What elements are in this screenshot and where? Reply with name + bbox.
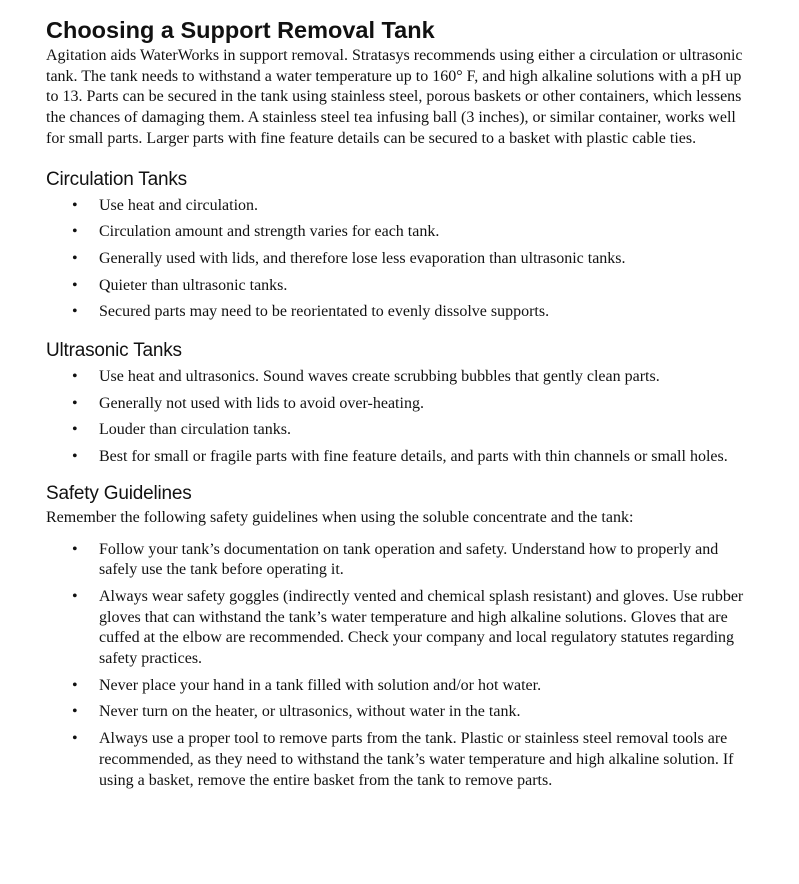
circulation-list xyxy=(46,196,746,324)
bullet-icon: • xyxy=(72,276,78,294)
bullet-icon: • xyxy=(72,368,78,386)
list-item-text: Best for small or fragile parts with fine feature details, and parts with thin channels or small holes. xyxy=(99,448,728,466)
document-page xyxy=(46,16,746,791)
bullet-icon: • xyxy=(72,223,78,241)
list-item xyxy=(46,729,746,791)
list-item-text: Use heat and ultrasonics. Sound waves create scrubbing bubbles that gently clean parts. xyxy=(99,368,660,386)
list-item xyxy=(46,249,746,270)
list-item-text: Secured parts may need to be reorientated to evenly dissolve supports. xyxy=(99,303,550,321)
bullet-icon: • xyxy=(72,676,78,694)
bullet-icon: • xyxy=(72,196,78,214)
list-item-text: Circulation amount and strength varies for each tank. xyxy=(99,223,440,241)
safety-intro: Remember the following safety guidelines when using the soluble concentrate and the tank: xyxy=(46,508,634,526)
bullet-icon: • xyxy=(72,249,78,267)
list-item xyxy=(46,222,746,243)
list-item xyxy=(46,302,746,323)
ultrasonic-list xyxy=(46,367,746,468)
list-item xyxy=(46,196,746,217)
list-item xyxy=(46,394,746,415)
list-item-text: Generally not used with lids to avoid over-heating. xyxy=(99,394,424,412)
list-item xyxy=(46,367,746,388)
list-item-text: Louder than circulation tanks. xyxy=(99,421,291,439)
list-item-text: Always wear safety goggles (indirectly vented and chemical splash resistant) and gloves. Use rubber gloves that can withstand the tank’s water temperature and high alkaline solutions. Gloves that are cuffed at the elbow are recommended. Check your company and local regulatory statutes regarding safety practices. xyxy=(99,587,744,668)
bullet-icon: • xyxy=(72,394,78,412)
circulation-heading: Circulation Tanks xyxy=(46,168,187,190)
list-item-text: Never place your hand in a tank filled with solution and/or hot water. xyxy=(99,676,542,694)
bullet-icon: • xyxy=(72,448,78,466)
safety-list xyxy=(46,540,746,792)
list-item-text: Use heat and circulation. xyxy=(99,196,259,214)
intro-paragraph: Agitation aids WaterWorks in support removal. Stratasys recommends using either a circulation or ultrasonic tank. The tank needs to withstand a water temperature up to 160° F, and high alkaline solutions with a pH up to 13. Parts can be secured in the tank using stainless steel, porous baskets or other containers, which lessens the chances of damaging them. A stainless steel tea infusing ball (3 inches), or similar container, works well for small parts. Larger parts with fine feature details can be secured to a basket with plastic cable ties. xyxy=(46,47,743,147)
safety-heading: Safety Guidelines xyxy=(46,482,192,504)
ultrasonic-heading: Ultrasonic Tanks xyxy=(46,340,182,362)
list-item-text: Generally used with lids, and therefore lose less evaporation than ultrasonic tanks. xyxy=(99,249,626,267)
list-item xyxy=(46,702,746,723)
bullet-icon: • xyxy=(72,703,78,721)
list-item-text: Never turn on the heater, or ultrasonics, without water in the tank. xyxy=(99,703,521,721)
list-item xyxy=(46,447,746,468)
list-item xyxy=(46,276,746,297)
bullet-icon: • xyxy=(72,730,78,748)
bullet-icon: • xyxy=(72,303,78,321)
list-item xyxy=(46,420,746,441)
bullet-icon: • xyxy=(72,540,78,558)
list-item xyxy=(46,540,746,581)
list-item-text: Always use a proper tool to remove parts from the tank. Plastic or stainless steel removal tools are recommended, as they need to withstand the tank’s water temperature and high alkaline solution. If using a basket, remove the entire basket from the tank to remove parts. xyxy=(99,730,734,789)
list-item xyxy=(46,676,746,697)
bullet-icon: • xyxy=(72,421,78,439)
list-item-text: Quieter than ultrasonic tanks. xyxy=(99,276,288,294)
bullet-icon: • xyxy=(72,587,78,605)
page-title: Choosing a Support Removal Tank xyxy=(46,17,435,43)
list-item-text: Follow your tank’s documentation on tank operation and safety. Understand how to properly and safely use the tank before operating it. xyxy=(99,540,719,579)
list-item xyxy=(46,587,746,670)
